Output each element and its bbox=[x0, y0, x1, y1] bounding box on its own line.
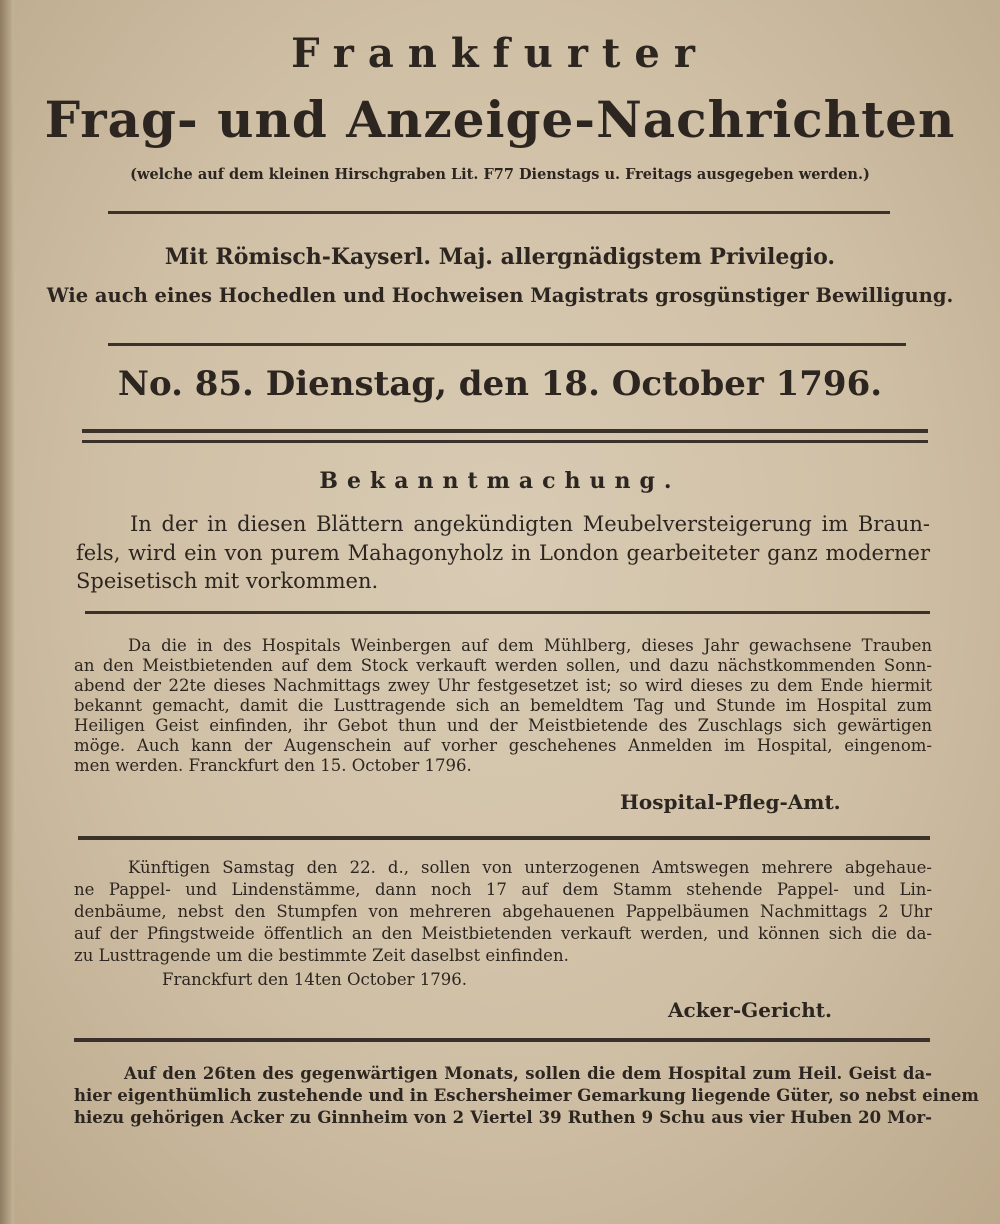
notice-line: In der in diesen Blättern angekündigten Meubelversteigerung im Braun- bbox=[130, 512, 930, 536]
notice-line: ne Pappel- und Lindenstämme, dann noch 17 auf dem Stamm stehende Pappel- und Lin- bbox=[74, 880, 932, 899]
notice-line: zu Lusttragende um die bestimmte Zeit daselbst einfinden. bbox=[74, 946, 569, 965]
double-rule-top bbox=[82, 429, 928, 433]
issue-line: No. 85. Dienstag, den 18. October 1796. bbox=[117, 364, 883, 404]
notice-line: hier eigenthümlich zustehende und in Eschersheimer Gemarkung liegende Güter, so nebst einem bbox=[74, 1086, 979, 1105]
notice-heading: Bekanntmachung. bbox=[319, 468, 681, 494]
notice-line: möge. Auch kann der Augenschein auf vorher geschehenes Anmelden im Hospital, eingenom- bbox=[74, 736, 932, 755]
notice-line: an den Meistbietenden auf dem Stock verkauft werden sollen, und dazu nächstkommenden Sonn- bbox=[74, 656, 932, 675]
notice-line: fels, wird ein von purem Mahagonyholz in London gearbeiteter ganz moderner bbox=[76, 541, 930, 565]
notice-line: Speisetisch mit vorkommen. bbox=[76, 569, 379, 593]
page-edge bbox=[0, 0, 14, 1224]
divider-rule bbox=[108, 211, 890, 214]
masthead-title-line2: Frag- und Anzeige-Nachrichten bbox=[44, 90, 956, 149]
double-rule-bottom bbox=[82, 440, 928, 443]
notice-line: auf der Pfingstweide öffentlich an den Meistbietenden verkauft werden, und können sich die da- bbox=[74, 924, 932, 943]
masthead-title-line1: Frankfurter bbox=[291, 30, 709, 77]
masthead-subtitle: (welche auf dem kleinen Hirschgraben Lit. F77 Dienstags u. Freitags ausgegeben werden.) bbox=[130, 166, 870, 183]
divider-rule bbox=[78, 836, 930, 840]
notice-signature: Hospital-Pfleg-Amt. bbox=[620, 790, 841, 814]
notice-line: denbäume, nebst den Stumpfen von mehreren abgehauenen Pappelbäumen Nachmittags 2 Uhr bbox=[74, 902, 932, 921]
notice-signature: Acker-Gericht. bbox=[668, 998, 832, 1022]
notice-line: Auf den 26ten des gegenwärtigen Monats, sollen die dem Hospital zum Heil. Geist da- bbox=[124, 1064, 932, 1083]
notice-line: men werden. Franckfurt den 15. October 1796. bbox=[74, 756, 472, 775]
notice-date: Franckfurt den 14ten October 1796. bbox=[162, 970, 468, 989]
divider-rule bbox=[74, 1038, 930, 1042]
notice-line: hiezu gehörigen Acker zu Ginnheim von 2 Viertel 39 Ruthen 9 Schu aus vier Huben 20 Mor- bbox=[74, 1108, 932, 1127]
notice-line: abend der 22te dieses Nachmittags zwey Uhr festgesetzet ist; so wird dieses zu dem Ende hiermit bbox=[74, 676, 932, 695]
privilege-line1: Mit Römisch-Kayserl. Maj. allergnädigstem Privilegio. bbox=[164, 244, 836, 270]
notice-line: Heiligen Geist einfinden, ihr Gebot thun und der Meistbietende des Zuschlags sich gewärtigen bbox=[74, 716, 932, 735]
divider-rule bbox=[85, 611, 930, 614]
notice-line: Da die in des Hospitals Weinbergen auf dem Mühlberg, dieses Jahr gewachsene Trauben bbox=[128, 636, 932, 655]
divider-rule bbox=[108, 343, 906, 346]
privilege-line2: Wie auch eines Hochedlen und Hochweisen Magistrats grosgünstiger Bewilligung. bbox=[46, 284, 954, 307]
notice-line: bekannt gemacht, damit die Lusttragende sich an bemeldtem Tag und Stunde im Hospital zum bbox=[74, 696, 932, 715]
notice-line: Künftigen Samstag den 22. d., sollen von unterzogenen Amtswegen mehrere abgehaue- bbox=[128, 858, 932, 877]
